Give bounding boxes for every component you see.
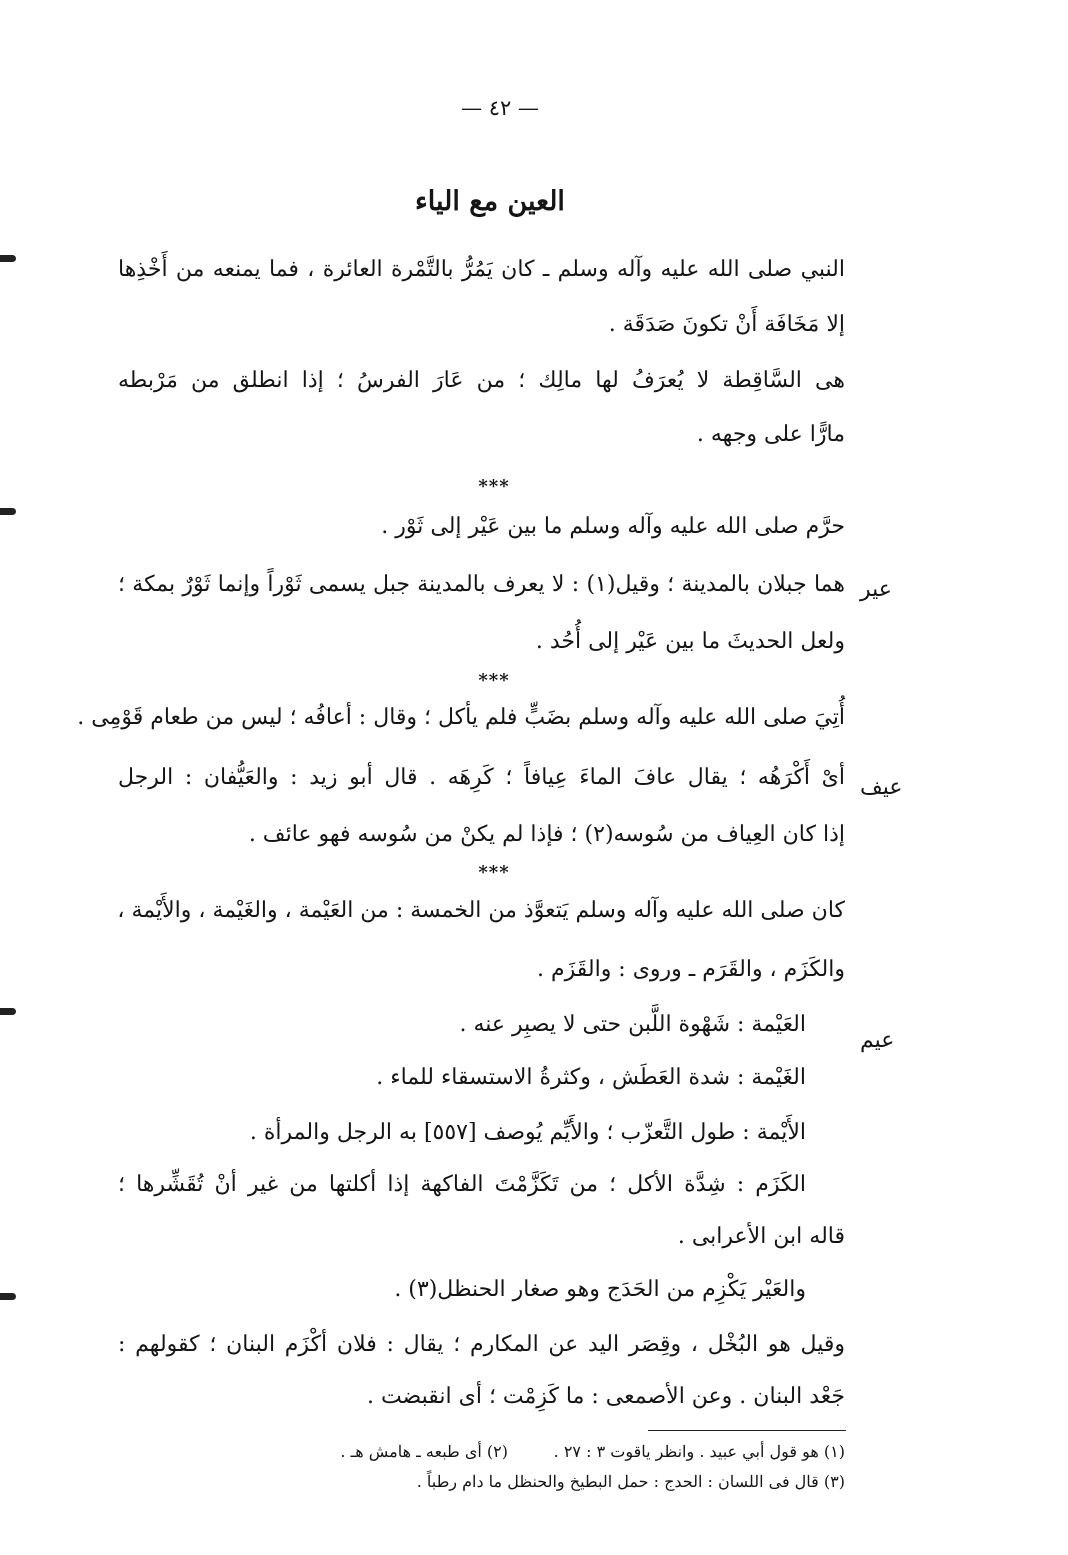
footnote: (١) هو قول أبي عبيد . وانظر ياقوت ٣ : ٢٧ . [553, 1442, 845, 1461]
text-line: هما جبلان بالمدينة ؛ وقيل(١) : لا يعرف بالمدينة جبل يسمى ثَوْراً وإنما ثَوْرٌ بمكة ؛ [118, 572, 845, 597]
text-line: والعَيْر يَكْزِم من الحَدَج وهو صغار الحنظل(٣) . [394, 1277, 806, 1302]
text-line: هى السَّاقِطة لا يُعرَفُ لها مالِك ؛ من عَارَ الفرسُ ؛ إذا انطلق من مَرْبطه [118, 368, 845, 393]
text-line: والكَزَم ، والقَرَم ـ وروى : والقَزَم . [537, 957, 845, 982]
binding-edge-mark [0, 508, 16, 515]
text-line: النبي صلى الله عليه وآله وسلم ـ كان يَمُرُّ بالتَّمْرة العائرة ، فما يمنعه من أَخْذِها [118, 257, 845, 282]
footnote: (٣) قال فى اللسان : الحدج : حمل البطيخ والحنظل ما دام رطباً . [416, 1472, 845, 1491]
binding-edge-mark [0, 1293, 16, 1300]
text-line: العَيْمة : شَهْوة اللَّبن حتى لا يصبِر عنه . [459, 1012, 806, 1037]
text-line: وقيل هو البُخْل ، وقِصَر اليد عن المكارم ؛ يقال : فلان أكْزَم البنان ؛ كقولهم : [118, 1332, 845, 1357]
text-line: حرَّم صلى الله عليه وآله وسلم ما بين عَيْر إلى ثَوْر . [381, 514, 845, 539]
footnote: (٢) أى طبعه ـ هامش هـ . [340, 1442, 508, 1461]
text-line: الأَيْمة : طول التَّعزّب ؛ والأَيِّم يُوصف [٥٥٧] به الرجل والمرأة . [249, 1120, 806, 1145]
section-title: العين مع الياء [415, 186, 565, 217]
text-line: ولعل الحديثَ ما بين عَيْر إلى أُحُد . [535, 629, 845, 654]
text-line: جَعْد البنان . وعن الأصمعى : ما كَزِمْت ؛ أى انقبضت . [366, 1384, 845, 1409]
text-line: كان صلى الله عليه وآله وسلم يَتعوَّذ من الخمسة : من العَيْمة ، والغَيْمة ، والأَيْمة ، [117, 898, 845, 923]
page-number: — ٤٢ — [461, 96, 539, 120]
text-line: الغَيْمة : شدة العَطَش ، وكثرةُ الاستسقاء للماء . [376, 1065, 806, 1090]
text-line: الكَزَم : شِدَّة الأكل ؛ من تَكَزَّمْتَ الفاكهة إذا أكلتها من غير أنْ تُقَشِّرها ؛ [118, 1172, 806, 1197]
footnote-rule [648, 1430, 846, 1431]
binding-edge-mark [0, 255, 16, 262]
margin-headword: عير [860, 577, 892, 602]
section-separator: *** [478, 670, 510, 691]
text-line: مارًّا على وجهه . [696, 422, 845, 447]
binding-edge-mark [0, 1008, 16, 1015]
text-line: إلا مَخَافَة أَنْ تكونَ صَدَقَة . [608, 312, 845, 337]
text-line: أُتِيَ صلى الله عليه وآله وسلم بضَبٍّ فلم يأكل ؛ وقال : أعافُه ؛ ليس من طعام قَوْمِى . [77, 705, 845, 730]
text-line: أىْ أَكْرَهُه ؛ يقال عافَ الماءَ عِيافاً ؛ كَرِهَه . قال أبو زيد : والعَيُّفان : الرجل [118, 765, 845, 790]
text-line: قاله ابن الأعرابى . [677, 1224, 845, 1249]
margin-headword: عيم [860, 1028, 895, 1053]
section-separator: *** [478, 862, 510, 883]
margin-headword: عيف [860, 775, 903, 800]
section-separator: *** [478, 476, 510, 497]
text-line: إذا كان العِياف من سُوسه(٢) ؛ فإذا لم يكنْ من سُوسه فهو عائف . [248, 822, 845, 847]
